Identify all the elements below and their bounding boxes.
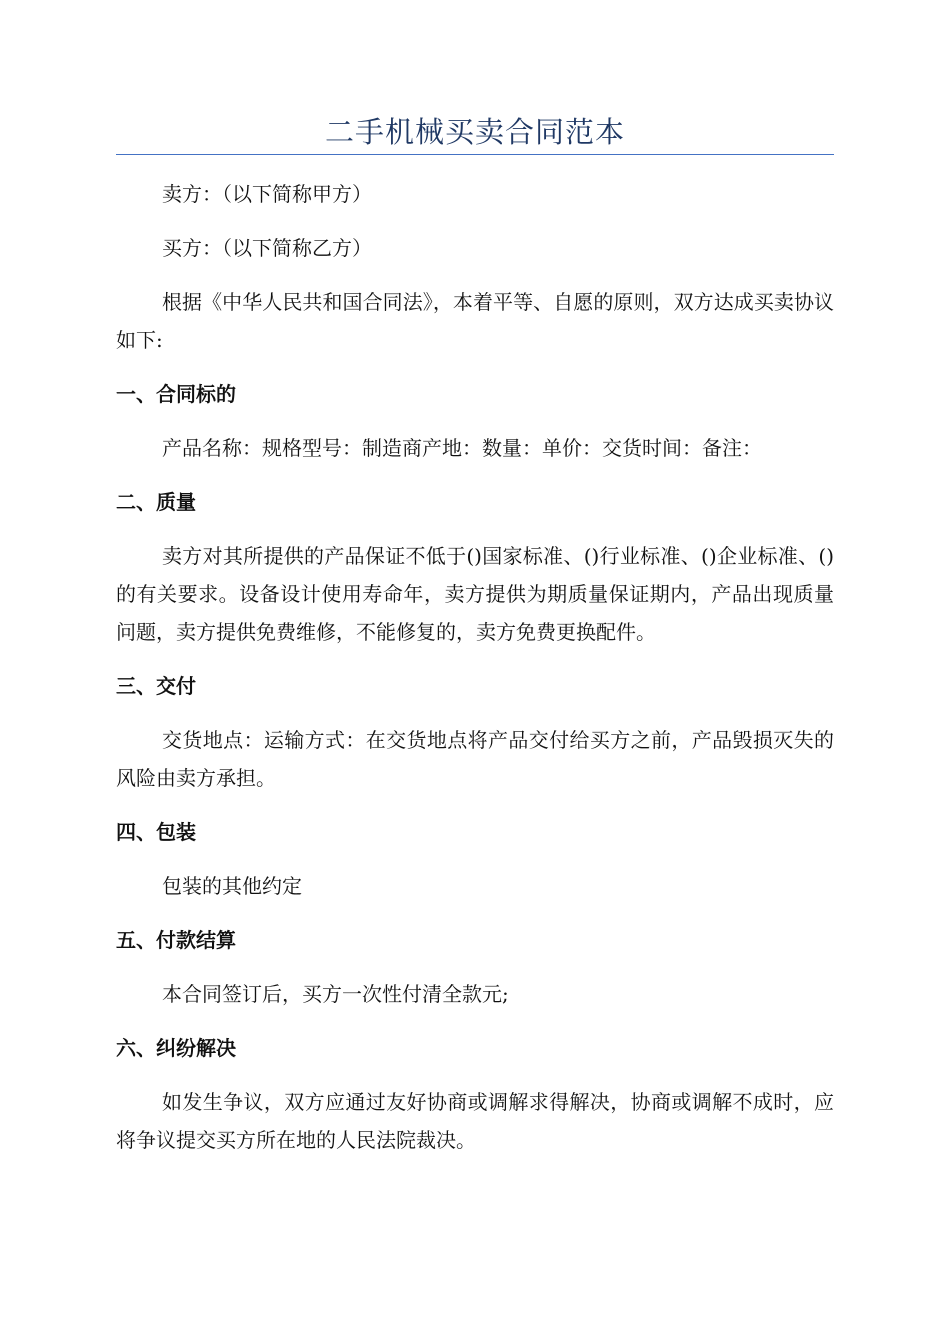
section-heading: 一、合同标的 xyxy=(116,382,236,406)
section-heading: 四、包装 xyxy=(116,820,196,844)
section-text: 包装的其他约定 xyxy=(162,874,302,898)
seller-line: 卖方：（以下简称甲方） xyxy=(162,182,372,206)
section-heading: 二、质量 xyxy=(116,490,196,514)
document-body xyxy=(116,175,834,1175)
section-text: 卖方对其所提供的产品保证不低于()国家标准、()行业标准、()企业标准、()的有关要求。设备设计使用寿命年，卖方提供为期质量保证期内，产品出现质量问题，卖方提供免费维修，不能修复的，卖方免费更换配件。 xyxy=(116,544,834,644)
section-heading: 六、纠纷解决 xyxy=(116,1036,236,1060)
title-underline xyxy=(116,154,834,155)
intro-paragraph: 根据《中华人民共和国合同法》，本着平等、自愿的原则，双方达成买卖协议如下: xyxy=(116,290,834,352)
section-text: 本合同签订后，买方一次性付清全款元; xyxy=(162,982,509,1006)
section-text: 产品名称：规格型号：制造商产地：数量：单价：交货时间：备注： xyxy=(162,436,762,460)
section-text: 交货地点：运输方式：在交货地点将产品交付给买方之前，产品毁损灭失的风险由卖方承担。 xyxy=(116,728,834,790)
buyer-line: 买方：（以下简称乙方） xyxy=(162,236,372,260)
section-heading: 五、付款结算 xyxy=(116,928,236,952)
section-heading: 三、交付 xyxy=(116,674,196,698)
document-title: 二手机械买卖合同范本 xyxy=(324,115,625,149)
section-text: 如发生争议，双方应通过友好协商或调解求得解决，协商或调解不成时，应将争议提交买方所在地的人民法院裁决。 xyxy=(116,1090,834,1152)
